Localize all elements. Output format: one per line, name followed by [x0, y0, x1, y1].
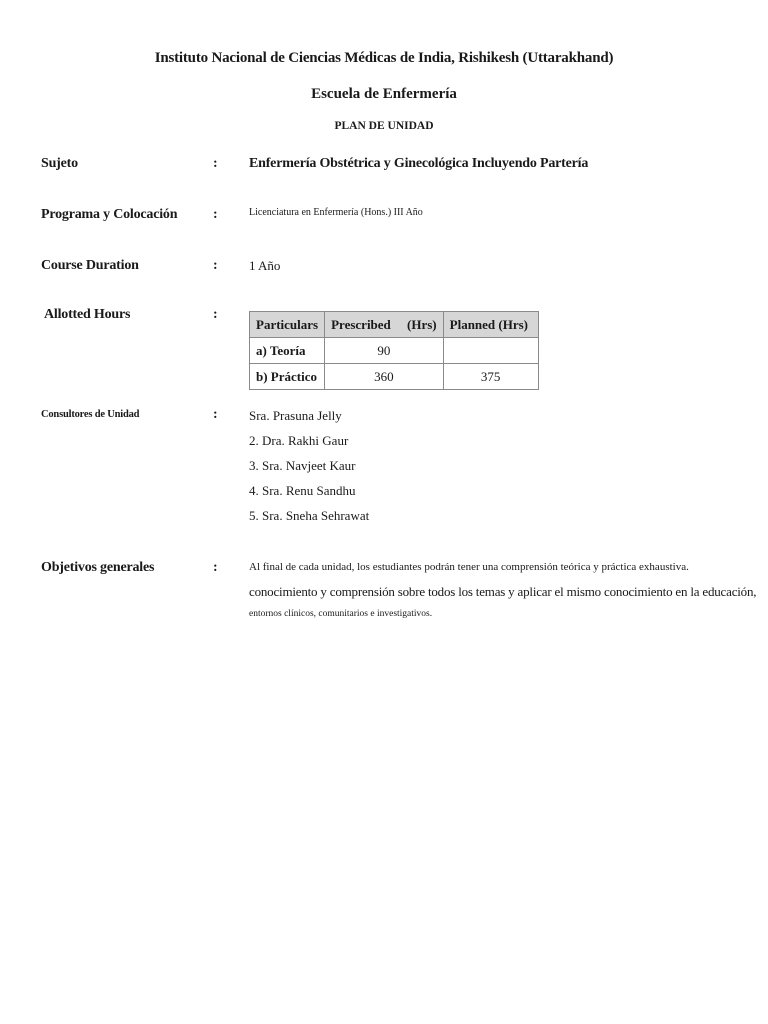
hours-table	[249, 311, 539, 390]
objectives-text	[249, 558, 757, 624]
school-title: Escuela de Enfermería	[311, 86, 457, 102]
plan-title: PLAN DE UNIDAD	[334, 120, 434, 132]
program-colon: :	[213, 207, 218, 222]
institute-title: Instituto Nacional de Ciencias Médicas de India, Rishikesh (Uttarakhand)	[154, 50, 614, 66]
hours-header-particulars: Particulars	[250, 312, 325, 338]
hours-row-prescribed: 360	[325, 364, 444, 390]
consultants-colon: :	[213, 407, 218, 422]
subject-label: Sujeto	[41, 156, 78, 171]
list-item: Sra. Prasuna Jelly	[249, 408, 342, 423]
list-item: 2. Dra. Rakhi Gaur	[249, 433, 349, 448]
table-row	[250, 364, 539, 390]
hours-row-planned: 375	[443, 364, 538, 390]
duration-colon: :	[213, 258, 218, 273]
hours-row-label: b) Práctico	[250, 364, 325, 390]
hours-row-planned	[443, 338, 538, 364]
list-item: 4. Sra. Renu Sandhu	[249, 483, 356, 498]
hours-colon: :	[213, 307, 218, 322]
subject-value: Enfermería Obstétrica y Ginecológica Incluyendo Partería	[249, 156, 589, 171]
subject-colon: :	[213, 156, 218, 171]
duration-value: 1 Año	[249, 258, 281, 273]
objectives-line: conocimiento y comprensión sobre todos los temas y aplicar el mismo conocimiento en la educación,	[249, 584, 757, 599]
consultants-label: Consultores de Unidad	[41, 409, 140, 420]
hours-row-label: a) Teoría	[250, 338, 325, 364]
program-value: Licenciatura en Enfermería (Hons.) III Año	[249, 207, 423, 218]
objectives-line: Al final de cada unidad, los estudiantes podrán tener una comprensión teórica y práctica exhaustiva.	[249, 561, 689, 573]
hours-label: Allotted Hours	[44, 307, 131, 322]
list-item: 5. Sra. Sneha Sehrawat	[249, 508, 370, 523]
objectives-label: Objetivos generales	[41, 560, 155, 575]
objectives-line: entornos clínicos, comunitarios e investigativos.	[249, 609, 433, 619]
hours-row-prescribed: 90	[325, 338, 444, 364]
list-item: 3. Sra. Navjeet Kaur	[249, 458, 356, 473]
objectives-colon: :	[213, 560, 218, 575]
hours-header-prescribed: Prescribed (Hrs)	[325, 312, 444, 338]
hours-header-planned: Planned (Hrs)	[443, 312, 538, 338]
consultants-list	[249, 406, 369, 531]
duration-label: Course Duration	[41, 258, 139, 273]
hours-table-header-row	[250, 312, 539, 338]
table-row	[250, 338, 539, 364]
program-label: Programa y Colocación	[41, 207, 178, 222]
